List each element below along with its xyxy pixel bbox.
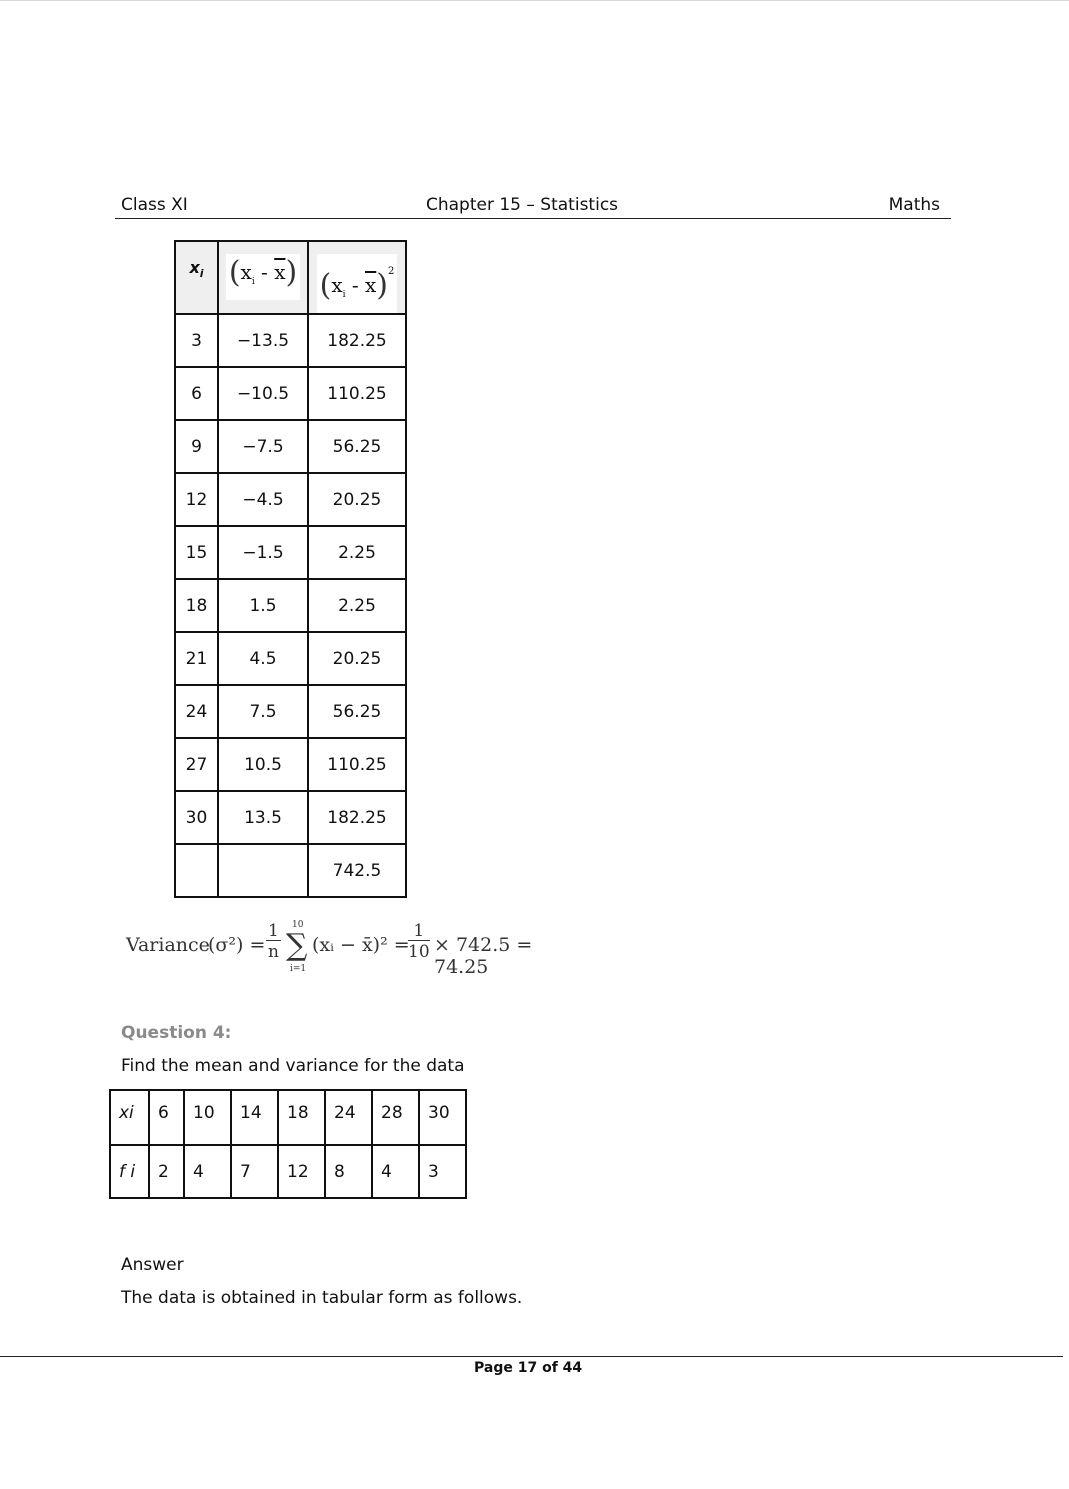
fi-value-cell: 3 [419, 1145, 466, 1198]
fi-value-cell: 2 [149, 1145, 184, 1198]
table-row [175, 526, 406, 579]
xi-value-cell: 30 [419, 1090, 466, 1145]
xi-cell: 30 [175, 791, 218, 844]
question-text: Find the mean and variance for the data [121, 1056, 465, 1076]
header-chapter: Chapter 15 – Statistics [426, 195, 619, 215]
xi-cell: 6 [175, 367, 218, 420]
deviation-cell: −7.5 [218, 420, 308, 473]
fi-value-cell: 4 [184, 1145, 231, 1198]
table-row [175, 685, 406, 738]
deviation-cell: 1.5 [218, 579, 308, 632]
answer-text: The data is obtained in tabular form as follows. [121, 1288, 523, 1308]
squared-deviation-cell: 20.25 [308, 632, 406, 685]
table-row [175, 314, 406, 367]
sigma-squared: (σ²) = [208, 934, 266, 956]
page-header [115, 194, 951, 219]
fi-value-cell: 12 [278, 1145, 325, 1198]
xi-row-label: xi [110, 1090, 149, 1145]
squared-deviation-cell: 182.25 [308, 314, 406, 367]
fi-value-cell: 8 [325, 1145, 372, 1198]
xi-cell: 12 [175, 473, 218, 526]
variance-label: Variance [126, 934, 210, 956]
deviation-table-header [175, 241, 406, 314]
squared-deviation-cell: 20.25 [308, 473, 406, 526]
deviation-cell: −4.5 [218, 473, 308, 526]
xi-value-cell: 28 [372, 1090, 419, 1145]
squared-deviation-cell: 110.25 [308, 738, 406, 791]
squared-deviation-cell: 56.25 [308, 685, 406, 738]
xi-value-cell: 14 [231, 1090, 278, 1145]
table-row [175, 367, 406, 420]
xi-cell: 3 [175, 314, 218, 367]
fi-value-cell: 4 [372, 1145, 419, 1198]
table-row [175, 738, 406, 791]
fi-value-cell: 7 [231, 1145, 278, 1198]
squared-deviation-cell: 742.5 [308, 844, 406, 897]
sum-upper-limit: 10 [292, 920, 304, 930]
answer-label: Answer [121, 1255, 184, 1275]
deviation-table [174, 240, 407, 898]
squared-deviation-cell: 182.25 [308, 791, 406, 844]
table-row [175, 579, 406, 632]
sum-lower-limit: i=1 [290, 964, 307, 974]
col-squared-deviation-header: $(x_i - \overline{x})^2$ [308, 241, 406, 314]
fi-row-label: f i [110, 1145, 149, 1198]
xi-value-cell: 6 [149, 1090, 184, 1145]
top-border [0, 0, 1069, 1]
table-row [175, 420, 406, 473]
xi-cell: 18 [175, 579, 218, 632]
table-row [175, 632, 406, 685]
xi-row [110, 1090, 466, 1145]
deviation-cell: −13.5 [218, 314, 308, 367]
frequency-table [109, 1089, 467, 1199]
xi-cell: 21 [175, 632, 218, 685]
deviation-cell: 7.5 [218, 685, 308, 738]
footer-rule [0, 1356, 1063, 1357]
question-label: Question 4: [121, 1023, 232, 1043]
xi-cell: 15 [175, 526, 218, 579]
summation-symbol: ∑ [286, 928, 308, 963]
xi-cell: 24 [175, 685, 218, 738]
deviation-cell: −1.5 [218, 526, 308, 579]
header-class: Class XI [121, 195, 188, 215]
deviation-cell: 4.5 [218, 632, 308, 685]
variance-result: × 742.5 = 74.25 [434, 934, 533, 978]
col-xi-header: $x_i$ [175, 241, 218, 314]
page-number: Page 17 of 44 [474, 1360, 583, 1376]
header-subject: Maths [888, 195, 940, 215]
fi-row [110, 1145, 466, 1198]
squared-deviation-cell: 56.25 [308, 420, 406, 473]
squared-deviation-term: (xᵢ − x̄)² = [312, 934, 410, 956]
fraction-one-over-ten: $\frac{1}{10}$ [408, 921, 430, 962]
squared-deviation-cell: 2.25 [308, 579, 406, 632]
col-deviation-header: $(x_i - \overline{x})$ [218, 241, 308, 314]
deviation-cell [218, 844, 308, 897]
squared-deviation-cell: 110.25 [308, 367, 406, 420]
xi-cell [175, 844, 218, 897]
xi-value-cell: 10 [184, 1090, 231, 1145]
fraction-one-over-n: $\frac{1}{n}$ [267, 921, 279, 962]
table-row [175, 791, 406, 844]
table-row [175, 844, 406, 897]
variance-formula [126, 920, 586, 976]
xi-cell: 9 [175, 420, 218, 473]
squared-deviation-cell: 2.25 [308, 526, 406, 579]
deviation-cell: −10.5 [218, 367, 308, 420]
xi-cell: 27 [175, 738, 218, 791]
xi-value-cell: 18 [278, 1090, 325, 1145]
table-row [175, 473, 406, 526]
xi-value-cell: 24 [325, 1090, 372, 1145]
deviation-cell: 13.5 [218, 791, 308, 844]
deviation-cell: 10.5 [218, 738, 308, 791]
